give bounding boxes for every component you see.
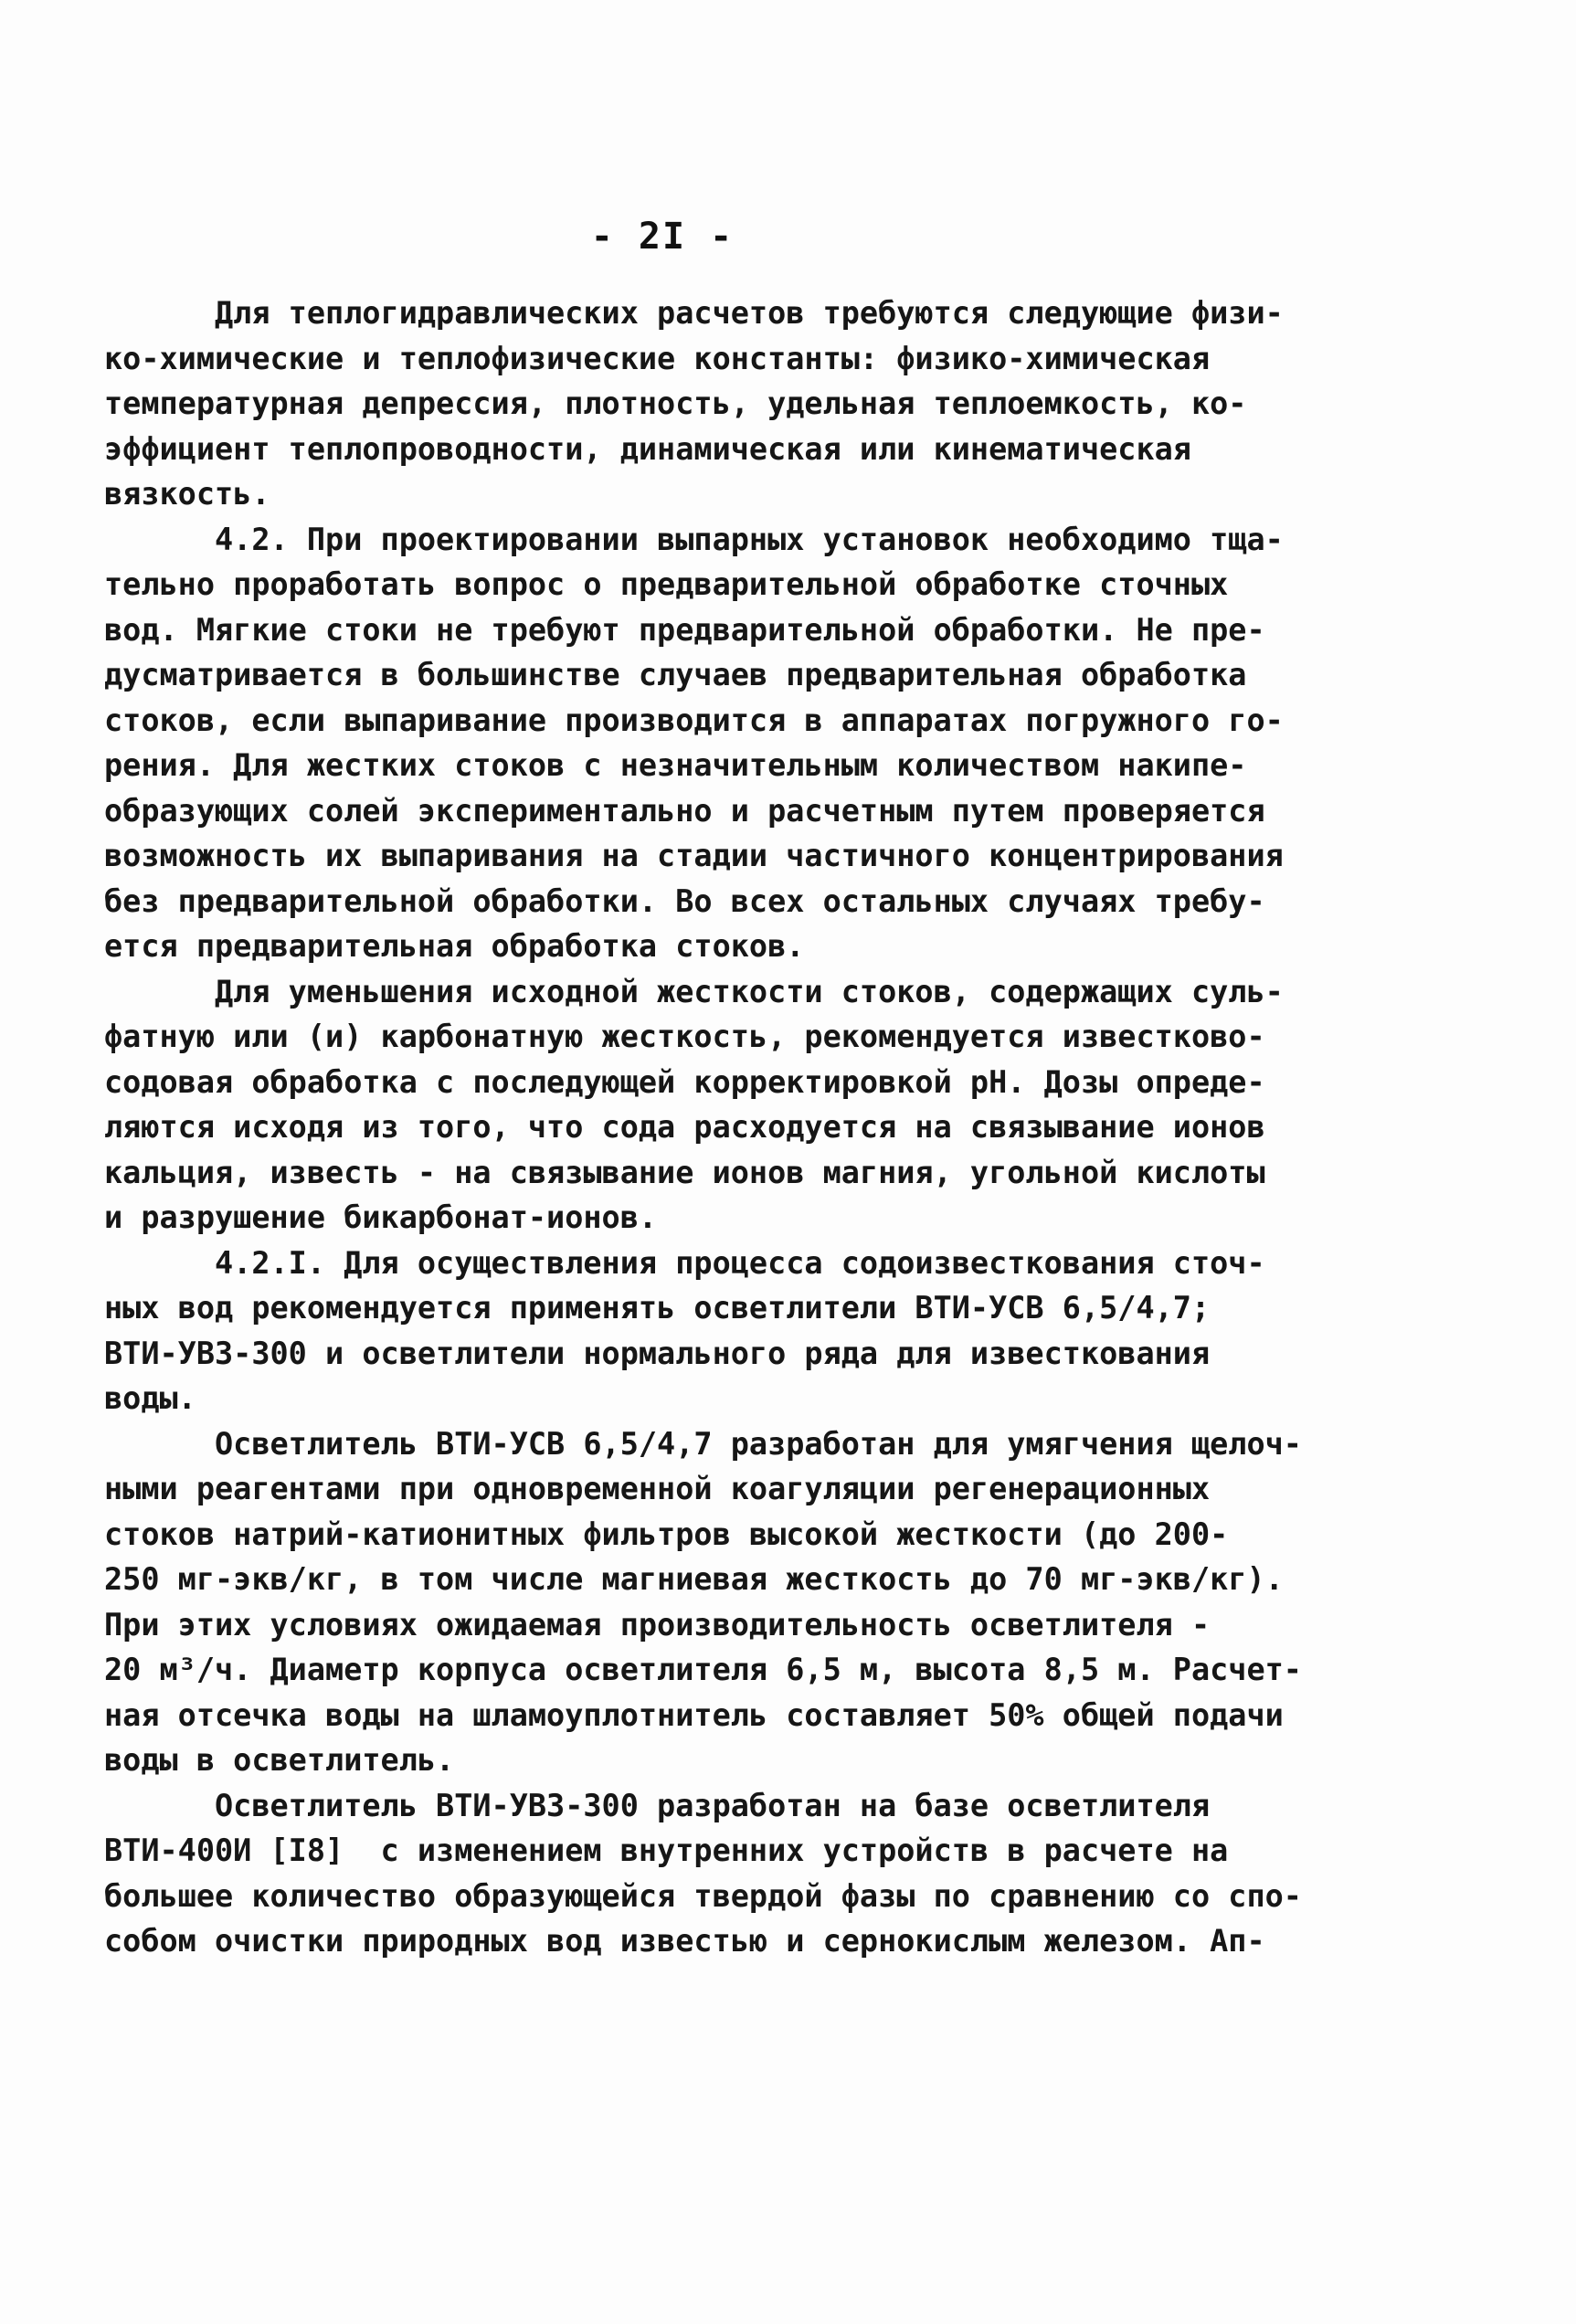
text-line: Осветлитель ВТИ-УСВ 6,5/4,7 разработан для умягчения щелоч- xyxy=(104,1425,1302,1462)
body-text xyxy=(104,290,1319,1964)
text-line: и разрушение бикарбонат-ионов. xyxy=(104,1199,658,1235)
text-line: 250 мг-экв/кг, в том числе магниевая жесткость до 70 мг-экв/кг). xyxy=(104,1561,1284,1597)
text-line: температурная депрессия, плотность, удельная теплоемкость, ко- xyxy=(104,386,1247,421)
text-line: 4.2. При проектировании выпарных установок необходимо тща- xyxy=(104,521,1284,557)
text-line: тельно проработать вопрос о предварительной обработке сточных xyxy=(104,566,1229,602)
text-line: рения. Для жестких стоков с незначительным количеством накипе- xyxy=(104,747,1247,783)
text-line: образующих солей экспериментально и расчетным путем проверяется xyxy=(104,792,1265,829)
text-line: дусматривается в большинстве случаев предварительная обработка xyxy=(104,657,1247,692)
text-line: 4.2.I. Для осуществления процесса содоизвесткования сточ- xyxy=(104,1244,1265,1281)
text-line: стоков, если выпаривание производится в аппаратах погружного го- xyxy=(104,702,1284,738)
text-line: 20 м³/ч. Диаметр корпуса осветлителя 6,5 м, высота 8,5 м. Расчет- xyxy=(104,1652,1302,1687)
text-line: вязкость. xyxy=(104,476,270,512)
text-line: эффициент теплопроводности, динамическая или кинематическая xyxy=(104,430,1191,467)
text-line: При этих условиях ожидаемая производительность осветлителя - xyxy=(104,1606,1211,1643)
text-line: содовая обработка с последующей корректировкой pH. Дозы опреде- xyxy=(104,1063,1265,1100)
text-line: воды. xyxy=(104,1380,196,1416)
text-line: воды в осветлитель. xyxy=(104,1742,455,1778)
text-line: фатную или (и) карбонатную жесткость, рекомендуется известково- xyxy=(104,1019,1265,1054)
text-line: ными реагентами при одновременной коагуляции регенерационных xyxy=(104,1471,1211,1506)
text-line: большее количество образующейся твердой фазы по сравнению со спо- xyxy=(104,1877,1302,1914)
page-number: - 2I - xyxy=(590,216,735,258)
text-line: Осветлитель ВТИ-УВЗ-300 разработан на базе осветлителя xyxy=(104,1787,1211,1823)
text-line: ется предварительная обработка стоков. xyxy=(104,928,805,964)
text-line: ных вод рекомендуется применять осветлители ВТИ-УСВ 6,5/4,7; xyxy=(104,1290,1211,1326)
text-line: вод. Мягкие стоки не требуют предварительной обработки. Не пре- xyxy=(104,611,1265,648)
text-line: ВТИ-400И [I8] с изменением внутренних устройств в расчете на xyxy=(104,1833,1229,1868)
text-line: ляются исходя из того, что сода расходуется на связывание ионов xyxy=(104,1109,1265,1145)
text-line: ВТИ-УВЗ-300 и осветлители нормального ряда для известкования xyxy=(104,1335,1211,1371)
text-line: Для уменьшения исходной жесткости стоков, содержащих суль- xyxy=(104,973,1284,1009)
text-line: возможность их выпаривания на стадии частичного концентрирования xyxy=(104,838,1284,873)
text-line: кальция, известь - на связывание ионов магния, угольной кислоты xyxy=(104,1154,1265,1190)
text-line: без предварительной обработки. Во всех остальных случаях требу- xyxy=(104,882,1265,919)
text-line: собом очистки природных вод известью и сернокислым железом. Ап- xyxy=(104,1923,1265,1959)
text-line: стоков натрий-катионитных фильтров высокой жесткости (до 200- xyxy=(104,1516,1229,1552)
text-line: ко-химические и теплофизические константы: физико-химическая xyxy=(104,340,1211,376)
text-line: Для теплогидравлических расчетов требуются следующие физи- xyxy=(104,295,1284,331)
text-line: ная отсечка воды на шламоуплотнитель составляет 50% общей подачи xyxy=(104,1696,1284,1733)
